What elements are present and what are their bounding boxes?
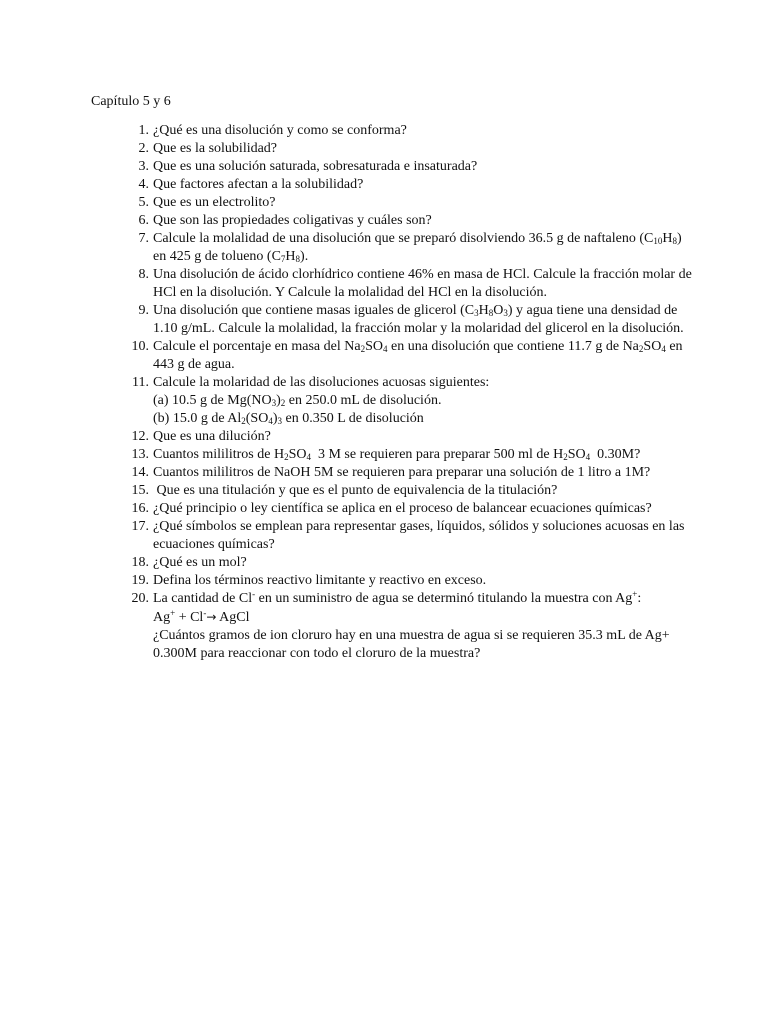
question-number: 14. xyxy=(131,465,149,480)
question-item xyxy=(138,140,698,158)
question-number: 6. xyxy=(138,213,149,228)
question-text: Una disolución de ácido clorhídrico contiene 46% en masa de HCl. Calcule la fracción molar de HCl en la disolución. Y Calcule la molalidad del HCl en la disolución. xyxy=(153,267,692,300)
question-list xyxy=(131,122,698,663)
question-text: ¿Qué símbolos se emplean para representar gases, líquidos, sólidos y soluciones acuosas en las ecuaciones químicas? xyxy=(153,519,685,552)
question-number: 11. xyxy=(132,375,149,390)
question-number: 4. xyxy=(138,177,149,192)
question-text: Que factores afectan a la solubilidad? xyxy=(153,177,364,192)
question-number: 8. xyxy=(138,267,149,282)
question-number: 9. xyxy=(138,303,149,318)
question-text: Calcule la molalidad de una disolución que se preparó disolviendo 36.5 g de naftaleno $(C_{10}H_8)$ en 425 g de tolueno $(C_7H_8)$. xyxy=(153,231,682,264)
question-text: Que es una solución saturada, sobresaturada e insaturada? xyxy=(153,159,478,174)
question-item xyxy=(131,518,698,554)
question-text: Cuantos mililitros de NaOH 5M se requieren para preparar una solución de 1 litro a 1M? xyxy=(153,465,651,480)
question-item xyxy=(132,374,698,428)
question-number: 16. xyxy=(131,501,149,516)
question-number: 10. xyxy=(131,339,149,354)
question-number: 7. xyxy=(138,231,149,246)
question-text: Que es una dilución? xyxy=(153,429,271,444)
question-item xyxy=(138,302,698,338)
question-number: 1. xyxy=(138,123,149,138)
question-item xyxy=(131,589,698,663)
question-item xyxy=(131,572,698,590)
question-number: 5. xyxy=(138,195,149,210)
question-item xyxy=(131,464,698,482)
question-number: 19. xyxy=(131,573,149,588)
question-item xyxy=(138,266,698,302)
question-number: 15. xyxy=(131,483,149,498)
question-item xyxy=(131,428,698,446)
question-item xyxy=(131,446,698,464)
question-text: Calcule la molaridad de las disoluciones acuosas siguientes: (a) 10.5 g de $Mg(NO_3)_2$ en 250.0 mL de disolución. (b) 15.0 g de $Al_2(SO_4)_3$ en 0.350 L de disolución xyxy=(153,375,490,426)
question-number: 20. xyxy=(131,591,149,606)
question-item xyxy=(131,554,698,572)
question-number: 3. xyxy=(138,159,149,174)
question-text: La cantidad de Cl- en un suministro de agua se determinó titulando la muestra con Ag+: Ag+ + Cl-→ AgCl ¿Cuántos gramos de ion cloruro hay en una muestra de agua si se requieren 35.3 mL de Ag+ 0.300M para reaccionar con todo el cloruro de la muestra? xyxy=(153,589,670,661)
page-title: Capítulo 5 y 6 xyxy=(91,94,171,109)
question-text: ¿Qué es una disolución y como se conforma? xyxy=(153,123,407,138)
question-text: Que es la solubilidad? xyxy=(153,141,278,156)
question-item xyxy=(138,158,698,176)
question-item xyxy=(138,194,698,212)
question-item xyxy=(138,176,698,194)
question-number: 18. xyxy=(131,555,149,570)
question-text: ¿Qué principio o ley científica se aplica en el proceso de balancear ecuaciones químicas? xyxy=(153,501,652,516)
question-number: 17. xyxy=(131,519,149,534)
question-text: Que es un electrolito? xyxy=(153,195,276,210)
question-item xyxy=(138,230,698,266)
question-text: Calcule el porcentaje en masa del $Na_2SO_4$ en una disolución que contiene 11.7 g de $Na_2SO_4$ en 443 g de agua. xyxy=(153,339,683,372)
question-text: Que son las propiedades coligativas y cuáles son? xyxy=(153,213,432,228)
question-item xyxy=(131,500,698,518)
question-text: Defina los términos reactivo limitante y reactivo en exceso. xyxy=(153,573,487,588)
question-number: 2. xyxy=(138,141,149,156)
question-item xyxy=(131,338,698,374)
question-item xyxy=(138,122,698,140)
question-text: Cuantos mililitros de $H_2SO_4$ 3 M se requieren para preparar 500 ml de $H_2SO_4$ 0.30M? xyxy=(153,447,641,462)
question-text: Que es una titulación y que es el punto de equivalencia de la titulación? xyxy=(153,483,558,498)
question-text: Una disolución que contiene masas iguales de glicerol $(C_3H_8O_3)$ y agua tiene una densidad de 1.10 g/mL. Calcule la molalidad, la fracción molar y la molaridad del glicerol en la disolución. xyxy=(153,303,684,336)
question-number: 12. xyxy=(131,429,149,444)
question-item xyxy=(131,482,698,500)
question-number: 13. xyxy=(131,447,149,462)
question-text: ¿Qué es un mol? xyxy=(153,555,247,570)
question-item xyxy=(138,212,698,230)
